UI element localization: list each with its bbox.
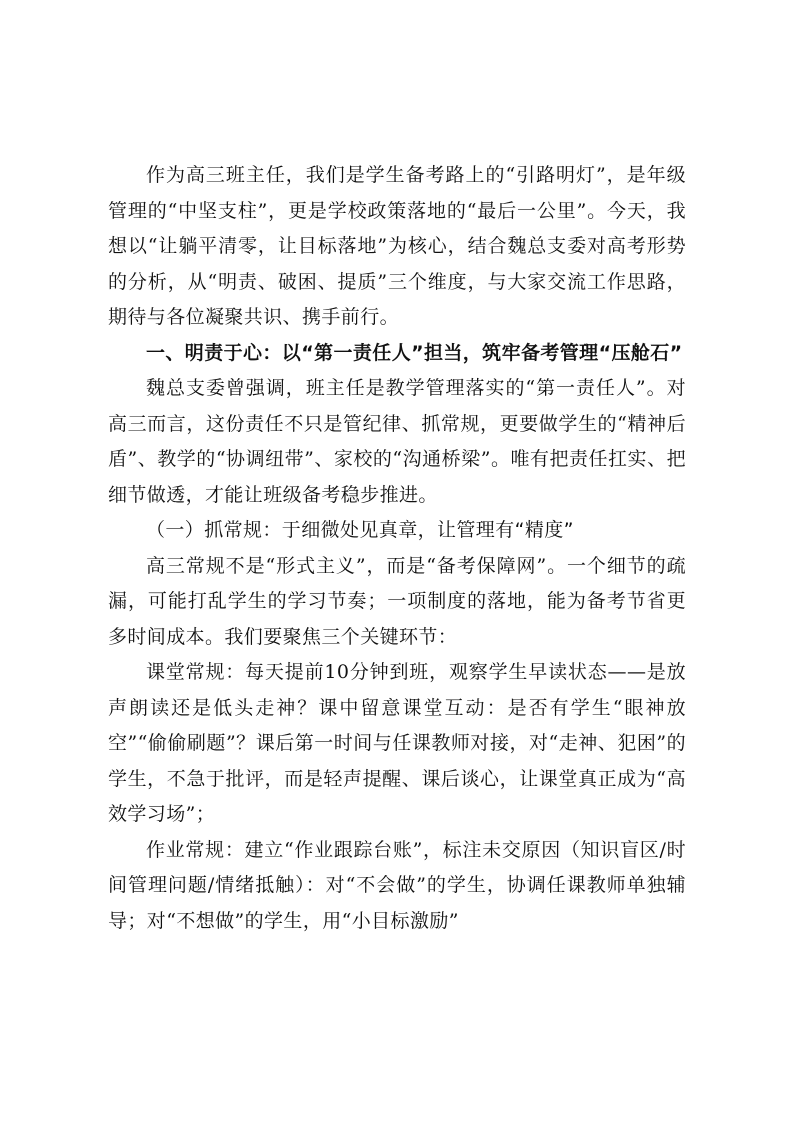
classroom-routine-paragraph: 课堂常规：每天提前10分钟到班，观察学生早读状态——是放声朗读还是低头走神？课中留意课堂互动：是否有学生“眼神放空”“偷偷刷题”？课后第一时间与任课教师对接，对“走神、犯困”的学生，不急于批评，而是轻声提醒、课后谈心，让课堂真正成为“高效学习场”； xyxy=(108,661,686,825)
section-heading-1: 一、明责于心：以“第一责任人”担当，筑牢备考管理“压舱石” xyxy=(146,341,683,364)
homework-routine-paragraph: 作业常规：建立“作业跟踪台账”，标注未交原因（知识盲区/时间管理问题/情绪抵触）：对“不会做”的学生，协调任课教师单独辅导；对“不想做”的学生，用“小目标激励” xyxy=(108,838,686,932)
routine-paragraph: 高三常规不是“形式主义”，而是“备考保障网”。一个细节的疏漏，可能打乱学生的学习节奏；一项制度的落地，能为备考节省更多时间成本。我们要聚焦三个关键环节： xyxy=(108,554,686,648)
subsection-heading-1: （一）抓常规：于细微处见真章，让管理有“精度” xyxy=(146,519,574,541)
intro-paragraph: 作为高三班主任，我们是学生备考路上的“引路明灯”，是年级管理的“中坚支柱”，更是学校政策落地的“最后一公里”。今天，我想以“让躺平清零，让目标落地”为核心，结合魏总支委对高考形势的分析，从“明责、破困、提质”三个维度，与大家交流工作思路，期待与各位凝聚共识、携手前行。 xyxy=(108,164,686,328)
document-body xyxy=(108,158,686,939)
responsibility-paragraph: 魏总支委曾强调，班主任是教学管理落实的“第一责任人”。对高三而言，这份责任不只是管纪律、抓常规，更要做学生的“精神后盾”、教学的“协调纽带”、家校的“沟通桥梁”。唯有把责任扛实、把细节做透，才能让班级备考稳步推进。 xyxy=(108,377,686,506)
